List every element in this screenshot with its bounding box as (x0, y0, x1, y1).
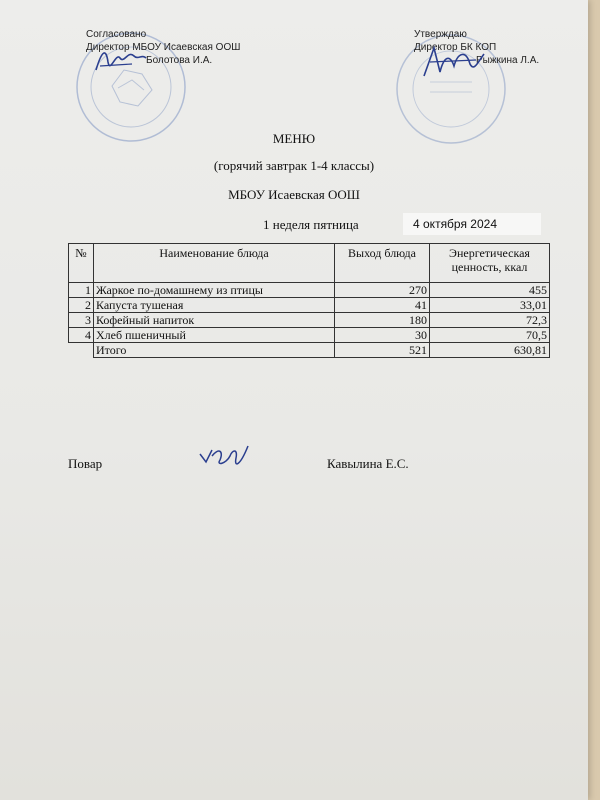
cook-role-label: Повар (68, 456, 103, 471)
week-day-label: 1 неделя пятница (263, 217, 359, 232)
cook-name: Кавылина Е.С. (327, 456, 409, 471)
row-index: 4 (69, 328, 94, 343)
table-row (69, 298, 550, 313)
cook-signature (196, 442, 254, 470)
approval-heading: Согласовано (86, 29, 147, 40)
row-index: 3 (69, 313, 94, 328)
table-row (69, 283, 550, 298)
header-index: № (69, 244, 94, 283)
row-energy: 70,5 (430, 328, 550, 343)
row-yield: 30 (335, 328, 430, 343)
approver-signature (420, 42, 488, 84)
total-energy: 630,81 (430, 343, 550, 358)
approval-name: Болотова И.А. (146, 55, 213, 66)
header-dish: Наименование блюда (94, 244, 335, 283)
table-row (69, 313, 550, 328)
approval-heading: Утверждаю (414, 29, 467, 40)
row-index: 2 (69, 298, 94, 313)
header-energy: Энергетическая ценность, ккал (430, 244, 550, 283)
document-title: МЕНЮ (272, 131, 316, 146)
approval-position: Директор МБОУ Исаевская ООШ (86, 42, 241, 53)
row-energy: 455 (430, 283, 550, 298)
table-total-row (69, 343, 550, 358)
approval-position: Директор БК КОП (414, 42, 497, 53)
row-index: 1 (69, 283, 94, 298)
table-header-row (69, 244, 550, 283)
total-label: Итого (94, 343, 335, 358)
row-dish: Жаркое по-домашнему из птицы (94, 283, 335, 298)
school-name: МБОУ Исаевская ООШ (228, 187, 360, 202)
row-yield: 270 (335, 283, 430, 298)
row-yield: 180 (335, 313, 430, 328)
total-index-empty (69, 343, 94, 358)
menu-table (68, 243, 550, 358)
date-label: 4 октября 2024 (403, 213, 541, 235)
total-yield: 521 (335, 343, 430, 358)
table-row (69, 328, 550, 343)
director-signature (92, 40, 150, 80)
document-subtitle: (горячий завтрак 1-4 классы) (213, 158, 375, 173)
row-dish: Хлеб пшеничный (94, 328, 335, 343)
row-yield: 41 (335, 298, 430, 313)
row-energy: 72,3 (430, 313, 550, 328)
header-yield: Выход блюда (335, 244, 430, 283)
approval-name: Рыжкина Л.А. (476, 55, 540, 66)
row-dish: Кофейный напиток (94, 313, 335, 328)
row-energy: 33,01 (430, 298, 550, 313)
row-dish: Капуста тушеная (94, 298, 335, 313)
